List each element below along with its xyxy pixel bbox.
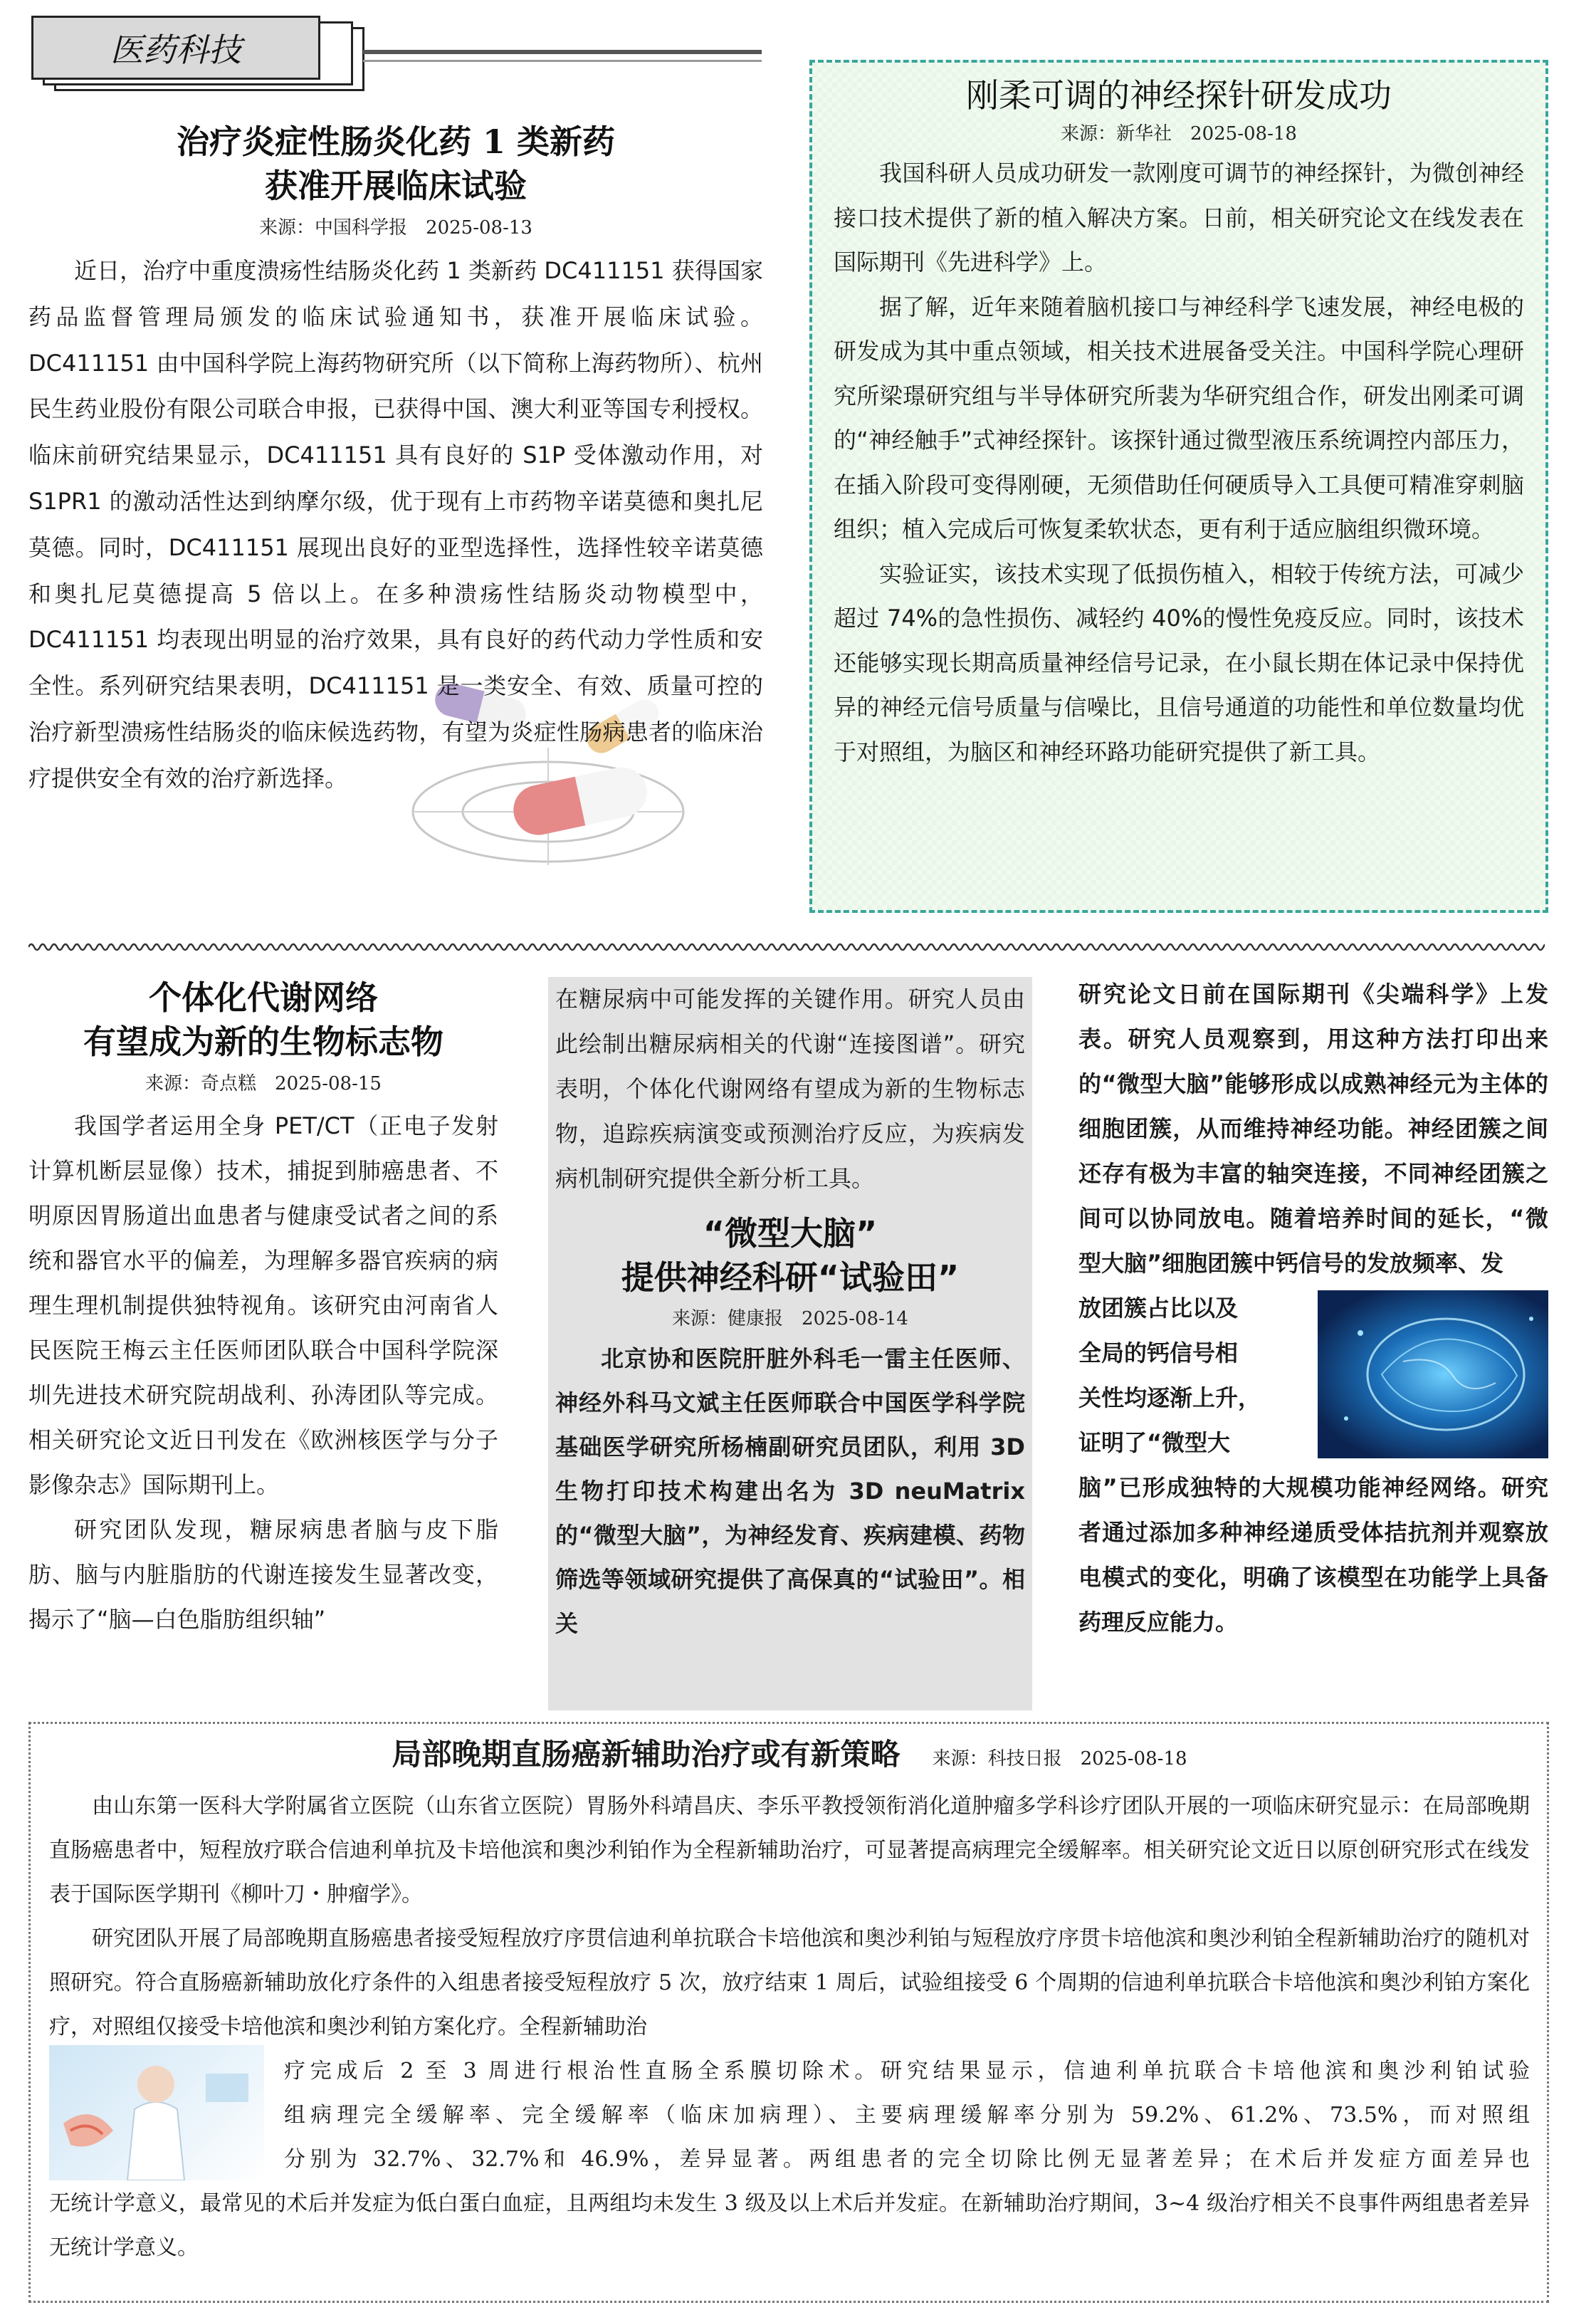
article-1-source: 来源：中国科学报 2025-08-13 xyxy=(259,217,532,239)
article-3 xyxy=(28,976,498,1702)
article-3-paragraph: 研究团队发现，糖尿病患者脑与皮下脂肪、脑与内脏脂肪的代谢连接发生显著改变，揭示了“脑—白色脂肪组织轴” xyxy=(28,1516,498,1633)
article-5-body xyxy=(49,1784,1530,2270)
article-2-paragraph: 实验证实，该技术实现了低损伤植入，相较于传统方法，可减少超过 74%的急性损伤、减轻约 40%的慢性免疫反应。同时，该技术还能够实现长期高质量神经信号记录，在小鼠长期在体记录中保持优异的神经元信号质量与信噪比，且信号通道的功能性和单位数量均优于对照组，为脑区和神经环路功能研究提供了新工具。 xyxy=(834,560,1524,765)
article-1-title-line2: 获准开展临床试验 xyxy=(265,167,527,205)
article-5-wrap-area xyxy=(49,2049,1530,2182)
article-2-title: 刚柔可调的神经探针研发成功 xyxy=(966,76,1392,115)
article-4-body xyxy=(555,1337,1025,1646)
wrap-line: 疗完成后 2 至 3 周进行根治性直肠全系膜切除术。研究结果显示，信迪利单抗联合卡培他滨和奥沙利铂试验 xyxy=(284,2059,1530,2084)
article-2-paragraph: 我国科研人员成功研发一款刚度可调节的神经探针，为微创神经接口技术提供了新的植入解决方案。日前，相关研究论文在线发表在国际期刊《先进科学》上。 xyxy=(834,160,1524,276)
article-5-paragraph: 由山东第一医科大学附属省立医院（山东省立医院）胃肠外科靖昌庆、李乐平教授领衔消化道肿瘤多学科诊疗团队开展的一项临床研究显示：在局部晚期直肠癌患者中，短程放疗联合信迪利单抗及卡培他滨和奥沙利铂作为全程新辅助治疗，可显著提高病理完全缓解率。相关研究论文近日以原创研究形式在线发表于国际医学期刊《柳叶刀・肿瘤学》。 xyxy=(49,1794,1530,1907)
article-4-title-line1: “微型大脑” xyxy=(703,1214,878,1253)
article-3-title-line1: 个体化代谢网络 xyxy=(149,978,378,1017)
section-header xyxy=(28,14,762,100)
wrap-line: 证明了“微型大 xyxy=(1078,1429,1231,1456)
article-4-title-line2: 提供神经科研“试验田” xyxy=(621,1258,960,1297)
column-3 xyxy=(1078,972,1548,1713)
article-2-paragraph: 据了解，近年来随着脑机接口与神经科学飞速发展，神经电极的研发成为其中重点领域，相关技术进展备受关注。中国科学院心理研究所梁璟研究组与半导体研究所裴为华研究组合作，研发出刚柔可调的“神经触手”式神经探针。该探针通过微型液压系统调控内部压力，在插入阶段可变得刚硬，无须借助任何硬质导入工具便可精准穿刺脑组织；植入完成后可恢复柔软状态，更有利于适应脑组织微环境。 xyxy=(834,293,1524,543)
wrap-line: 分别为 32.7%、32.7%和 46.9%，差异显著。两组患者的完全切除比例无显著差异；在术后并发症方面差异也 xyxy=(284,2147,1530,2172)
article-4-paragraph: 北京协和医院肝脏外科毛一雷主任医师、神经外科马文斌主任医师联合中国医学科学院基础医学研究所杨楠副研究员团队，利用 3D 生物打印技术构建出名为 3D neuMatrix 的“微型大脑”，为神经发育、疾病建模、药物筛选等领域研究提供了高保真的“试验田”。相关 xyxy=(555,1345,1025,1637)
column-2-content xyxy=(555,977,1025,1646)
article-2-box xyxy=(809,60,1548,913)
article-4-continuation xyxy=(1078,972,1548,1645)
article-3-continuation xyxy=(555,977,1025,1201)
article-1-title-line1: 治疗炎症性肠炎化药 1 类新药 xyxy=(176,122,616,161)
article-3-continuation-text: 在糖尿病中可能发挥的关键作用。研究人员由此绘制出糖尿病相关的代谢“连接图谱”。研究表明，个体化代谢网络有望成为新的生物标志物，追踪疾病演变或预测治疗反应，为疾病发病机制研究提供全新分析工具。 xyxy=(555,986,1025,1192)
header-tab xyxy=(31,16,320,80)
article-5-wrap-lines xyxy=(284,2049,1530,2182)
wave-divider xyxy=(28,939,1545,956)
article-4-source: 来源：健康报 2025-08-14 xyxy=(672,1308,908,1329)
article-2-body xyxy=(834,151,1524,774)
article-2 xyxy=(834,63,1524,774)
wrap-line: 关性均逐渐上升， xyxy=(1078,1384,1261,1411)
header-rule-thin xyxy=(363,60,762,62)
article-1-title xyxy=(28,120,763,208)
article-5-box xyxy=(28,1722,1549,2303)
article-5-source: 来源：科技日报 2025-08-18 xyxy=(932,1748,1187,1770)
article-1 xyxy=(28,107,763,915)
doctor-image xyxy=(49,2045,264,2180)
article-4-title xyxy=(555,1211,1025,1300)
article-1-paragraph: 近日，治疗中重度溃疡性结肠炎化药 1 类新药 DC411151 获得国家药品监督管理局颁发的临床试验通知书，获准开展临床试验。DC411151 由中国科学院上海药物研究所（以下简称上海药物所）、杭州民生药业股份有限公司联合申报，已获得中国、澳大利亚等国专利授权。临床前研究结果显示，DC411151 具有良好的 S1P 受体激动作用，对 S1PR1 的激动活性达到纳摩尔级，优于现有上市药物辛诺莫德和奥扎尼莫德。同时，DC411151 展现出良好的亚型选择性，选择性较辛诺莫德和奥扎尼莫德提高 5 倍以上。在多种溃疡性结肠炎动物模型中，DC411151 均表现出明显的治疗效果，具有良好的药代动力学性质和安全性。系列研究结果表明，DC411151 是一类安全、有效、质量可控的治疗新型溃疡性结肠炎的临床候选药物，有望为炎症性肠病患者的临床治疗提供安全有效的治疗新选择。 xyxy=(28,257,763,792)
article-3-body xyxy=(28,1104,498,1642)
article-5-header xyxy=(49,1731,1530,1784)
article-5-paragraph-lead: 研究团队开展了局部晚期直肠癌患者接受短程放疗序贯信迪利单抗联合卡培他滨和奥沙利铂与短程放疗序贯卡培他滨和奥沙利铂全程新辅助治疗的随机对照研究。符合直肠癌新辅助放化疗条件的入组患者接受短程放疗 5 次，放疗结束 1 周后，试验组接受 6 个周期的信迪利单抗联合卡培他滨和奥沙利铂方案化疗，对照组仅接受卡培他滨和奥沙利铂方案化疗。全程新辅助治 xyxy=(49,1926,1530,2039)
article-4-continuation-text-b: 脑”已形成独特的大规模功能神经网络。研究者通过添加多种神经递质受体拮抗剂并观察放电模式的变化，明确了该模型在功能学上具备药理反应能力。 xyxy=(1078,1474,1548,1636)
article-4-continuation-text-a: 研究论文日前在国际期刊《尖端科学》上发表。研究人员观察到，用这种方法打印出来的“微型大脑”能够形成以成熟神经元为主体的细胞团簇，从而维持神经功能。神经团簇之间还存有极为丰富的轴突连接，不同神经团簇之间可以协同放电。随着培养时间的延长，“微型大脑”细胞团簇中钙信号的发放频率、发 xyxy=(1078,981,1548,1277)
article-2-source: 来源：新华社 2025-08-18 xyxy=(1061,123,1297,145)
wrap-line: 放团簇占比以及 xyxy=(1078,1295,1239,1322)
brain-image xyxy=(1318,1290,1548,1458)
article-5 xyxy=(49,1731,1530,2270)
article-5-title: 局部晚期直肠癌新辅助治疗或有新策略 xyxy=(392,1737,901,1772)
article-3-title xyxy=(28,976,498,1064)
article-5-paragraph-tail: 无统计学意义，最常见的术后并发症为低白蛋白血症，且两组均未发生 3 级及以上术后并发症。在新辅助治疗期间，3~4 级治疗相关不良事件两组患者差异无统计学意义。 xyxy=(49,2191,1530,2260)
article-4-wrap-area xyxy=(1078,1286,1548,1465)
header-rule xyxy=(363,50,762,54)
section-label: 医药科技 xyxy=(110,31,241,69)
article-1-body xyxy=(28,248,763,802)
article-3-source: 来源：奇点糕 2025-08-15 xyxy=(145,1073,382,1094)
article-4-wrap-lines xyxy=(1078,1286,1299,1465)
wrap-line: 全局的钙信号相 xyxy=(1078,1339,1239,1366)
article-3-paragraph: 我国学者运用全身 PET/CT（正电子发射计算机断层显像）技术，捕捉到肺癌患者、不明原因胃肠道出血患者与健康受试者之间的系统和器官水平的偏差，为理解多器官疾病的病理生理机制提供独特视角。该研究由河南省人民医院王梅云主任医师团队联合中国科学院深圳先进技术研究院胡战利、孙涛团队等完成。相关研究论文近日刊发在《欧洲核医学与分子影像杂志》国际期刊上。 xyxy=(28,1112,498,1498)
article-3-title-line2: 有望成为新的生物标志物 xyxy=(83,1023,443,1061)
wrap-line: 组病理完全缓解率、完全缓解率（临床加病理）、主要病理缓解率分别为 59.2%、61.2%、73.5%，而对照组 xyxy=(284,2103,1530,2128)
column-2-gray xyxy=(548,977,1032,1710)
